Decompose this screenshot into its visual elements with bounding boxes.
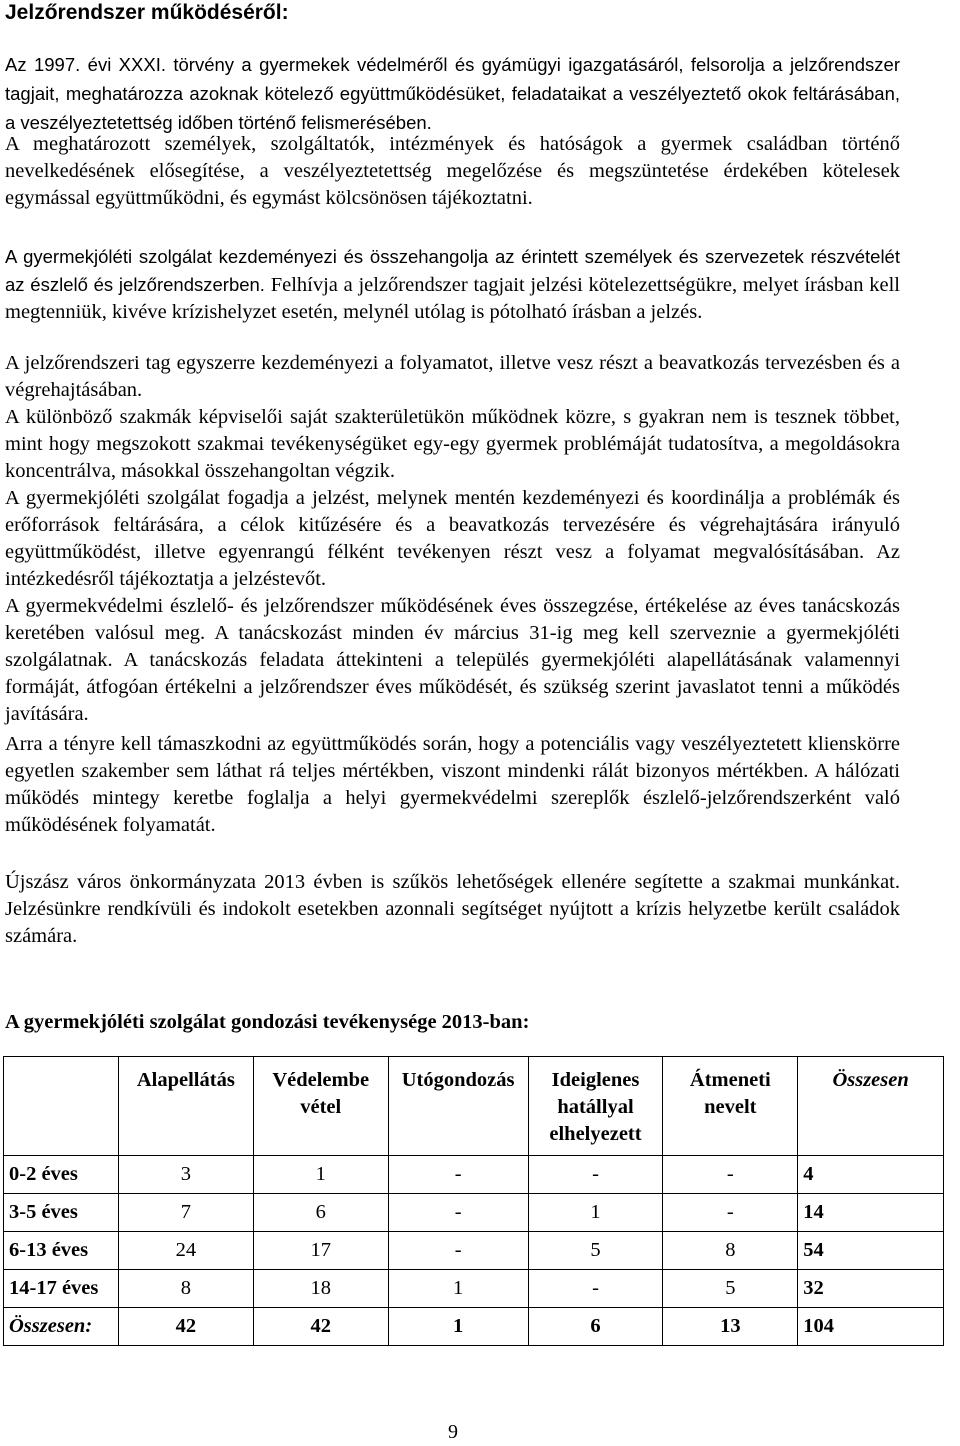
table-cell: 5 (528, 1232, 663, 1270)
table-cell: 1 (388, 1270, 528, 1308)
header-corner (4, 1057, 119, 1156)
table-cell: - (388, 1194, 528, 1232)
table-cell: - (663, 1194, 798, 1232)
row-label-total: Összesen: (4, 1308, 119, 1346)
paragraph-coordination-part1: A gyermekjóléti szolgálat kezdeményezi és összehangolja az érintett személyek és szervezetek részvételét az észlelő és jelzőrendszerben. (5, 246, 900, 295)
table-cell: - (528, 1156, 663, 1194)
row-total-cell: 14 (798, 1194, 944, 1232)
header-basic-care: Alapellátás (118, 1057, 253, 1156)
table-cell: - (388, 1156, 528, 1194)
table-header-row (4, 1057, 944, 1156)
row-label: 6-13 éves (4, 1232, 119, 1270)
header-protection: Védelembe vétel (253, 1057, 388, 1156)
table-cell: 13 (663, 1308, 798, 1346)
table-cell: 18 (253, 1270, 388, 1308)
row-total-cell: 32 (798, 1270, 944, 1308)
table-cell: 17 (253, 1232, 388, 1270)
row-total-cell: 54 (798, 1232, 944, 1270)
paragraph-annual-review: A gyermekvédelmi észlelő- és jelzőrendszer működésének éves összegzése, értékelése az éves tanácskozás keretében valósul meg. A tanácskozást minden év március 31-ig meg kell szerveznie a gyermekjóléti szolgálatnak. A tanácskozás feladata áttekinteni a település gyermekjóléti alapellátásának valamennyi formáját, átfogóan értékelni a jelzőrendszer éves működését, és szükség szerint javaslatot tenni a működés javítására. (5, 595, 900, 725)
row-total-cell: 4 (798, 1156, 944, 1194)
table-cell: 42 (253, 1308, 388, 1346)
table-cell: 1 (253, 1156, 388, 1194)
paragraph-professions: A különböző szakmák képviselői saját szakterületükön működnek közre, s gyakran nem is tesznek többet, mint hogy megszokott szakmai tevékenységüket egy-egy gyermek problémáját tudatosítva, a megoldásokra koncentrálva, másokkal összehangoltan végzik. (5, 406, 900, 482)
page-number: 9 (448, 1421, 458, 1443)
table-title: A gyermekjóléti szolgálat gondozási tevékenysége 2013-ban: (5, 1011, 530, 1033)
paragraph-municipality: Újszász város önkormányzata 2013 évben is szűkös lehetőségek ellenére segítette a szakmai munkánkat. Jelzésünkre rendkívüli és indokolt esetekben azonnali segítséget nyújtott a krízis helyzetbe került családok számára. (5, 871, 900, 947)
section-heading: Jelzőrendszer működéséről: (5, 1, 289, 24)
table-cell: 24 (118, 1232, 253, 1270)
table-row (4, 1270, 944, 1308)
table-cell: 1 (388, 1308, 528, 1346)
table-cell: - (388, 1232, 528, 1270)
grand-total-cell: 104 (798, 1308, 944, 1346)
table-total-row (4, 1308, 944, 1346)
row-label: 14-17 éves (4, 1270, 119, 1308)
table-cell: 6 (253, 1194, 388, 1232)
header-total: Összesen (798, 1057, 944, 1156)
header-transitional-care: Átmeneti nevelt (663, 1057, 798, 1156)
table-row (4, 1232, 944, 1270)
paragraph-member-role: A jelzőrendszeri tag egyszerre kezdeményezi a folyamatot, illetve vesz részt a beavatkozás tervezésben és a végrehajtásában. (5, 352, 900, 401)
paragraph-service-reception: A gyermekjóléti szolgálat fogadja a jelzést, melynek mentén kezdeményezi és koordinálja a problémák és erőforrások feltárására, a célok kitűzésére és a beavatkozás tervezésére és végrehajtására irányuló együttműködést, illetve egyenrangú félként tevékenyen részt vesz a folyamat megvalósításában. Az intézkedésről tájékoztatja a jelzéstevőt. (5, 487, 900, 590)
paragraph-coordination-part2: Felhívja a jelzőrendszer tagjait jelzési kötelezettségükre, melyet írásban kell megtenniük, kivéve krízishelyzet esetén, melynél utólag is pótolható írásban a jelzés. (5, 274, 900, 323)
table-cell: 7 (118, 1194, 253, 1232)
paragraph-obligations: A meghatározott személyek, szolgáltatók, intézmények és hatóságok a gyermek családban történő nevelkedésének elősegítése, a veszélyeztetettség megelőzése és megszüntetése érdekében kötelesek egymással együttműködni, és egymást kölcsönösen tájékoztatni. (5, 133, 900, 209)
row-label: 0-2 éves (4, 1156, 119, 1194)
table-cell: 8 (118, 1270, 253, 1308)
table-cell: 5 (663, 1270, 798, 1308)
row-label: 3-5 éves (4, 1194, 119, 1232)
header-temporary-placement: Ideiglenes hatállyal elhelyezett (528, 1057, 663, 1156)
table-cell: - (663, 1156, 798, 1194)
paragraph-law: Az 1997. évi XXXI. törvény a gyermekek védelméről és gyámügyi igazgatásáról, felsorolja a jelzőrendszer tagjait, meghatározza azoknak kötelező együttműködésüket, feladataikat a veszélyeztető okok feltárásában, a veszélyeztetettség időben történő felismerésében. (5, 54, 900, 133)
paragraph-network: Arra a tényre kell támaszkodni az együttműködés során, hogy a potenciális vagy veszélyeztetett klienskörre egyetlen szakember sem láthat rá teljes mértékben, viszont mindenki rálát bizonyos mértékben. A hálózati működés mintegy keretbe foglalja a helyi gyermekvédelmi szereplők észlelő-jelzőrendszerként való működésének folyamatát. (5, 733, 900, 836)
header-aftercare: Utógondozás (388, 1057, 528, 1156)
table-cell: 6 (528, 1308, 663, 1346)
paragraph-coordination (5, 243, 900, 326)
care-activity-table (3, 1056, 944, 1346)
table-cell: 8 (663, 1232, 798, 1270)
table-cell: 3 (118, 1156, 253, 1194)
table-cell: - (528, 1270, 663, 1308)
table-cell: 42 (118, 1308, 253, 1346)
table-row (4, 1194, 944, 1232)
table-cell: 1 (528, 1194, 663, 1232)
table-row (4, 1156, 944, 1194)
